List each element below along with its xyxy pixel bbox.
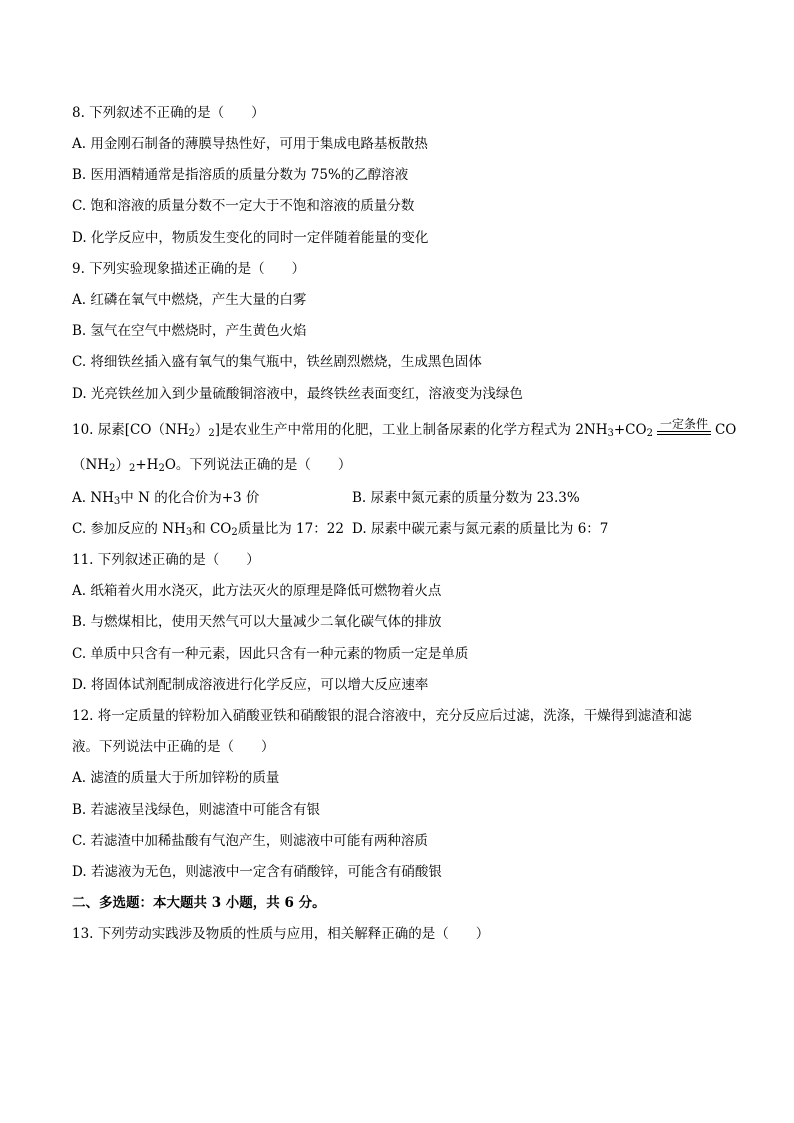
- q10-c-sub-3: 3: [185, 527, 193, 538]
- q10-option-d: D. 尿素中碳元素与氮元素的质量比为 6：7: [352, 521, 609, 537]
- q10-stem-line2: [72, 456, 351, 474]
- q8-option-c: C. 饱和溶液的质量分数不一定大于不饱和溶液的质量分数: [72, 198, 415, 214]
- q10-c-part1: C. 参加反应的 NH: [72, 521, 186, 537]
- q9-option-b: B. 氢气在空气中燃烧时，产生黄色火焰: [72, 323, 307, 339]
- q12-option-b: B. 若滤液呈浅绿色，则滤渣中可能含有银: [72, 802, 321, 818]
- q10-c-sub-2: 2: [231, 527, 238, 538]
- q11-option-b: B. 与燃煤相比，使用天然气可以大量减少二氧化碳气体的排放: [72, 614, 442, 630]
- q8-option-d: D. 化学反应中，物质发生变化的同时一定伴随着能量的变化: [72, 230, 429, 246]
- q11-stem: 11. 下列叙述正确的是（ ）: [72, 552, 260, 568]
- q10-stem-part4: +CO: [613, 422, 647, 438]
- q10-sub-2a: 2: [208, 428, 215, 439]
- q10-sub-3a: 2: [188, 428, 195, 439]
- q10-stem-line1: [72, 417, 737, 439]
- q11-option-d: D. 将固体试剂配制成溶液进行化学反应，可以增大反应速率: [72, 677, 429, 693]
- equals-bar-bottom: [657, 434, 711, 435]
- q9-option-d: D. 光亮铁丝加入到少量硫酸铜溶液中，最终铁丝表面变红，溶液变为浅绿色: [72, 386, 523, 402]
- q10-sub-3b: 3: [607, 428, 614, 439]
- q10-stem-part3: ]是农业生产中常用的化肥，工业上制备尿素的化学方程式为 2NH: [214, 422, 608, 438]
- q10-c-part2: 和 CO: [192, 521, 232, 537]
- q10-line2-part2: ）: [115, 457, 129, 473]
- q9-stem: 9. 下列实验现象描述正确的是（ ）: [72, 261, 306, 277]
- q10-a-part2: 中 N 的化合价为+3 价: [120, 490, 260, 506]
- q12-stem-line1: 12. 将一定质量的锌粉加入硝酸亚铁和硝酸银的混合溶液中，充分反应后过滤，洗涤，干燥得到滤渣和滤: [72, 708, 692, 724]
- q9-option-a: A. 红磷在氧气中燃烧，产生大量的白雾: [72, 292, 307, 308]
- q8-option-a: A. 用金刚石制备的薄膜导热性好，可用于集成电路基板散热: [72, 136, 428, 152]
- q10-sub-2c: 2: [109, 463, 116, 474]
- q10-sub-2e: 2: [158, 463, 165, 474]
- q12-option-c: C. 若滤渣中加稀盐酸有气泡产生，则滤液中可能有两种溶质: [72, 833, 428, 849]
- q11-option-c: C. 单质中只含有一种元素，因此只含有一种元素的物质一定是单质: [72, 646, 469, 662]
- q8-stem: 8. 下列叙述不正确的是（ ）: [72, 105, 265, 121]
- q10-option-a: [72, 489, 259, 507]
- q10-line2-part1: （NH: [72, 457, 110, 473]
- q13-stem: 13. 下列劳动实践涉及物质的性质与应用，相关解释正确的是（ ）: [72, 926, 490, 942]
- q10-line2-part4: O。下列说法正确的是（ ）: [164, 457, 352, 473]
- q12-option-d: D. 若滤液为无色，则滤液中一定含有硝酸锌，可能含有硝酸银: [72, 864, 442, 880]
- q10-sub-2d: 2: [128, 463, 136, 474]
- q10-option-c: [72, 520, 344, 538]
- q11-option-a: A. 纸箱着火用水浇灭，此方法灭火的原理是降低可燃物着火点: [72, 583, 442, 599]
- q10-stem-part5: CO: [714, 422, 737, 438]
- q10-a-sub: 3: [113, 496, 121, 507]
- q10-stem-part2: ）: [194, 422, 209, 438]
- q10-a-part1: A. NH: [72, 490, 114, 506]
- q10-stem-part1: 10. 尿素[CO（NH: [72, 422, 189, 438]
- q10-option-b: B. 尿素中氮元素的质量分数为 23.3%: [352, 490, 580, 506]
- q8-option-b: B. 医用酒精通常是指溶质的质量分数为 75%的乙醇溶液: [72, 167, 409, 183]
- q10-c-part3: 质量比为 17：22: [237, 521, 344, 537]
- q10-line2-part3: +H: [135, 457, 159, 473]
- reaction-condition-text: 一定条件: [659, 417, 708, 431]
- q9-option-c: C. 将细铁丝插入盛有氧气的集气瓶中，铁丝剧烈燃烧，生成黑色固体: [72, 354, 482, 370]
- q12-option-a: A. 滤渣的质量大于所加锌粉的质量: [72, 770, 280, 786]
- q12-stem-line2: 液。下列说法中正确的是（ ）: [72, 739, 275, 755]
- reaction-condition: [657, 417, 711, 436]
- equals-bar-top: [657, 431, 711, 432]
- q10-sub-2b: 2: [646, 428, 653, 439]
- section2-heading: 二、多选题：本大题共 3 小题，共 6 分。: [72, 895, 326, 911]
